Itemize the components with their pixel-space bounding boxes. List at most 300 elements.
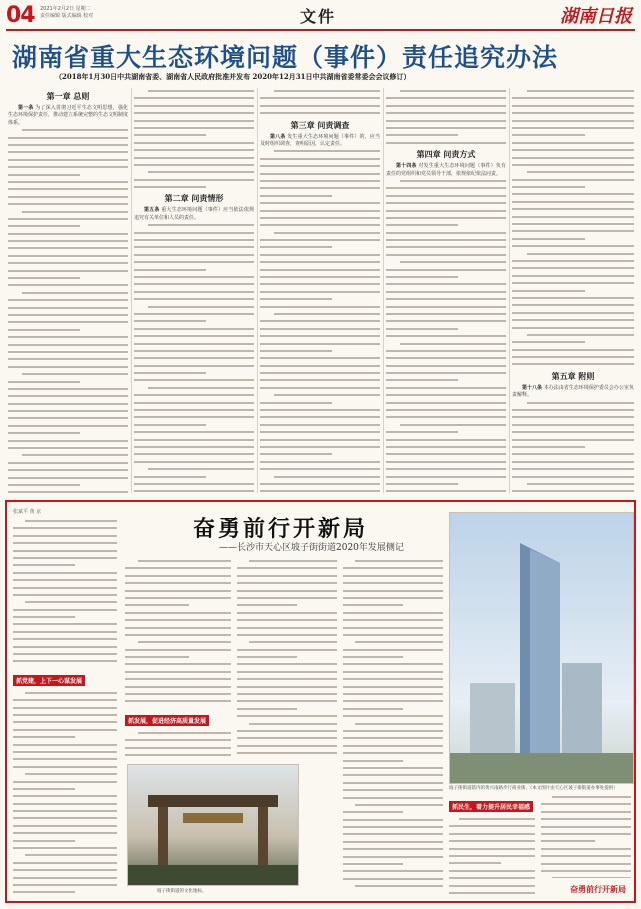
text-line [386, 387, 506, 389]
text-line [386, 254, 506, 256]
text-line [343, 590, 443, 592]
text-lines [449, 818, 535, 894]
text-line [8, 484, 80, 486]
text-line [343, 671, 443, 673]
text-line [260, 483, 380, 485]
text-line [237, 671, 337, 673]
text-line [260, 453, 332, 455]
text-line [260, 468, 380, 470]
skyscraper-photo [449, 512, 634, 784]
text-line [13, 550, 117, 552]
text-line [400, 343, 506, 345]
text-line [512, 216, 634, 218]
text-line [260, 112, 380, 114]
text-line [512, 164, 634, 166]
text-line [527, 253, 634, 255]
text-line [237, 656, 297, 658]
text-line [512, 267, 634, 269]
text-line [13, 862, 117, 864]
text-line [237, 627, 337, 629]
text-line [134, 134, 206, 136]
text-line [125, 590, 231, 592]
text-line [343, 663, 443, 665]
text-line [8, 151, 128, 153]
text-line [13, 616, 75, 618]
text-line [237, 693, 337, 695]
text-line [237, 708, 297, 710]
text-line [386, 379, 458, 381]
text-line [125, 649, 231, 651]
text-line [512, 363, 634, 365]
text-line [512, 245, 634, 247]
text-line [8, 432, 80, 434]
text-line [260, 105, 380, 107]
text-line [13, 810, 117, 812]
text-line [386, 105, 506, 107]
text-line [13, 803, 117, 805]
text-line [449, 848, 535, 850]
text-line [8, 196, 128, 198]
text-lines [13, 692, 117, 898]
text-line [386, 127, 506, 129]
text-line [8, 137, 128, 139]
text-line [386, 210, 506, 212]
text-line [355, 885, 443, 887]
text-line [8, 233, 128, 235]
text-line [260, 306, 380, 308]
text-line [260, 372, 380, 374]
section-tag: 抓党建，上下一心谋发展 [13, 675, 85, 686]
text-line [8, 277, 80, 279]
text-line [260, 210, 380, 212]
text-line [125, 700, 231, 702]
text-line [237, 634, 337, 636]
text-line [8, 174, 80, 176]
text-line [386, 490, 506, 492]
text-line [134, 476, 206, 478]
text-line [343, 797, 443, 799]
feature-column-5 [449, 794, 535, 894]
text-line [343, 774, 443, 776]
text-lines [343, 560, 443, 888]
text-line [8, 440, 128, 442]
text-line [8, 181, 128, 183]
text-line [8, 403, 128, 405]
text-line [386, 283, 506, 285]
text-line [512, 409, 634, 411]
text-line [274, 90, 380, 92]
text-line [343, 841, 443, 843]
feature-story [5, 500, 636, 903]
text-line [8, 329, 80, 331]
text-line [8, 366, 128, 368]
text-line [386, 446, 506, 448]
text-line [125, 597, 231, 599]
text-line [249, 723, 337, 725]
text-line [386, 313, 506, 315]
text-line [260, 446, 380, 448]
text-line [260, 298, 332, 300]
chapter-title: 第三章 问责调查 [290, 120, 350, 130]
skyscraper-illustration [450, 513, 633, 783]
text-line [8, 425, 128, 427]
text-lines [386, 90, 506, 144]
text-line [386, 394, 506, 396]
text-line [8, 203, 128, 205]
article-column-5 [512, 88, 634, 493]
text-line [343, 833, 443, 835]
text-line [512, 105, 634, 107]
text-line [8, 188, 128, 190]
article-paragraph: 第十八条 本办法由省生态环境保护委员会办公室负责解释。 [512, 384, 634, 399]
text-line [386, 202, 506, 204]
text-line [386, 269, 506, 271]
text-lines [13, 520, 117, 662]
text-line [260, 387, 380, 389]
text-line [134, 372, 206, 374]
text-line [260, 254, 380, 256]
text-line [512, 238, 585, 240]
text-line [125, 627, 231, 629]
text-line [13, 788, 75, 790]
text-line [552, 796, 631, 798]
text-line [134, 157, 254, 159]
text-line [386, 217, 506, 219]
text-line [22, 373, 128, 375]
text-line [386, 476, 506, 478]
text-line [541, 811, 631, 813]
text-line [386, 112, 506, 114]
page-number: 04 [6, 3, 35, 28]
text-line [512, 193, 634, 195]
text-line [22, 454, 128, 456]
text-line [125, 754, 231, 756]
text-line [386, 468, 506, 470]
text-line [8, 240, 128, 242]
text-line [8, 159, 128, 161]
text-line [13, 781, 117, 783]
article-column-4 [386, 88, 506, 493]
text-line [449, 833, 535, 835]
text-line [449, 885, 535, 887]
text-line [237, 604, 297, 606]
text-line [386, 134, 458, 136]
text-line [512, 356, 634, 358]
text-line [8, 410, 128, 412]
article-paragraph: 第十四条 对发生重大生态环境问题（事件）负有责任的党组织和党员领导干部，依规依纪依法问责。 [386, 163, 506, 177]
text-line [13, 721, 117, 723]
text-line [125, 656, 189, 658]
feature-stamp: 奋勇前行开新局 [570, 885, 626, 894]
text-line [260, 328, 380, 330]
text-line [386, 453, 506, 455]
text-line [512, 201, 634, 203]
text-line [134, 254, 254, 256]
article-column-1 [8, 88, 128, 493]
text-line [13, 751, 117, 753]
text-line [148, 387, 254, 389]
text-line [260, 431, 380, 433]
text-line [260, 246, 332, 248]
text-line [13, 847, 117, 849]
text-line [237, 590, 337, 592]
text-line [13, 527, 117, 529]
text-lines [512, 402, 634, 493]
text-line [148, 90, 254, 92]
text-line [512, 297, 634, 299]
text-line [400, 90, 506, 92]
text-line [134, 365, 254, 367]
text-line [386, 187, 506, 189]
text-line [8, 381, 80, 383]
text-line [134, 490, 254, 492]
text-line [541, 818, 631, 820]
text-lines [237, 560, 337, 758]
section-tag: 抓发展，促进经济高质量发展 [125, 715, 209, 726]
text-line [400, 424, 506, 426]
text-line [13, 579, 117, 581]
text-line [260, 217, 380, 219]
feature-subhead: ——长沙市天心区坡子街街道2020年发展侧记 [219, 543, 404, 553]
text-line [25, 692, 117, 694]
text-line [13, 594, 117, 596]
text-line [148, 306, 254, 308]
chapter-title: 第五章 附则 [551, 371, 595, 381]
main-headline: 湖南省重大生态环境问题（事件）责任追究办法 [12, 43, 559, 72]
text-line [512, 416, 634, 418]
text-line [134, 149, 254, 151]
text-line [386, 224, 458, 226]
text-line [8, 351, 128, 353]
text-line [125, 678, 231, 680]
text-line [386, 402, 506, 404]
text-line [512, 453, 634, 455]
text-line [512, 290, 585, 292]
text-lines [8, 129, 128, 493]
text-line [13, 869, 117, 871]
text-line [512, 282, 634, 284]
text-line [125, 663, 231, 665]
text-line [260, 97, 380, 99]
text-line [25, 520, 117, 522]
text-lines [134, 224, 254, 493]
text-line [260, 180, 380, 182]
text-lines [134, 90, 254, 188]
text-line [25, 854, 117, 856]
text-line [512, 431, 634, 433]
text-line [125, 686, 231, 688]
text-lines [512, 90, 634, 365]
text-line [134, 112, 254, 114]
text-line [343, 656, 403, 658]
text-line [13, 840, 75, 842]
text-line [512, 120, 634, 122]
text-line [512, 208, 634, 210]
text-line [237, 567, 337, 569]
text-line [274, 313, 380, 315]
text-line [134, 291, 254, 293]
text-line [386, 291, 506, 293]
text-line [249, 641, 337, 643]
newspaper-masthead: 湖南日报 [560, 6, 632, 27]
text-line [343, 715, 443, 717]
text-line [343, 693, 443, 695]
text-line [343, 826, 443, 828]
text-line [134, 328, 254, 330]
text-line [8, 270, 128, 272]
text-line [13, 714, 117, 716]
text-line [343, 730, 443, 732]
text-line [512, 97, 634, 99]
text-line [343, 678, 443, 680]
text-line [13, 653, 117, 655]
text-line [134, 239, 254, 241]
feature-column-4 [343, 558, 443, 888]
text-line [512, 142, 634, 144]
text-line [134, 402, 254, 404]
text-line [343, 878, 443, 880]
text-line [512, 223, 634, 225]
chapter-title: 第四章 问责方式 [416, 150, 476, 160]
text-line [260, 239, 380, 241]
text-line [343, 819, 443, 821]
text-line [355, 560, 443, 562]
text-line [343, 582, 443, 584]
text-line [134, 120, 254, 122]
text-line [386, 372, 506, 374]
text-line [343, 782, 443, 784]
text-line [260, 439, 380, 441]
text-line [386, 97, 506, 99]
text-line [8, 417, 128, 419]
text-line [134, 424, 206, 426]
text-line [237, 582, 337, 584]
text-line [13, 891, 75, 893]
text-line [125, 671, 231, 673]
text-line [512, 275, 634, 277]
text-line [237, 700, 337, 702]
text-line [355, 804, 443, 806]
text-line [512, 476, 634, 478]
text-line [541, 855, 631, 857]
text-line [125, 567, 231, 569]
text-line [552, 877, 631, 878]
text-line [13, 758, 117, 760]
text-line [512, 461, 634, 463]
text-line [13, 744, 117, 746]
text-line [134, 453, 254, 455]
text-line [237, 612, 337, 614]
feature-column-3 [237, 558, 337, 758]
text-line [512, 186, 585, 188]
text-line [13, 699, 117, 701]
text-line [386, 306, 506, 308]
text-line [343, 686, 443, 688]
text-line [125, 619, 231, 621]
text-line [343, 612, 443, 614]
text-line [512, 260, 634, 262]
text-lines [125, 560, 231, 702]
text-line [134, 357, 254, 359]
text-line [13, 564, 75, 566]
text-line [8, 218, 128, 220]
article-paragraph: 第五条 重大生态环境问题（事件）应当依法依规追究有关单位和人员的责任。 [134, 207, 254, 221]
text-line [260, 173, 380, 175]
text-line [125, 634, 231, 636]
gate-photo [127, 764, 299, 886]
text-line [260, 424, 380, 426]
text-line [343, 619, 443, 621]
feature-column-2 [125, 558, 231, 758]
text-line [386, 246, 506, 248]
text-line [400, 180, 506, 182]
text-line [8, 358, 128, 360]
text-line [512, 490, 634, 492]
text-line [449, 870, 535, 872]
text-line [274, 150, 380, 152]
text-line [449, 825, 535, 827]
text-line [237, 619, 337, 621]
text-line [13, 542, 117, 544]
text-line [8, 247, 128, 249]
text-line [512, 468, 634, 470]
text-line [343, 811, 403, 813]
text-line [138, 641, 231, 643]
text-line [134, 105, 254, 107]
text-line [386, 232, 506, 234]
text-line [400, 261, 506, 263]
text-line [13, 623, 117, 625]
text-line [8, 447, 128, 449]
text-line [8, 344, 128, 346]
text-line [343, 567, 443, 569]
text-line [125, 747, 231, 749]
text-line [125, 612, 231, 614]
text-line [260, 291, 380, 293]
text-line [512, 157, 634, 159]
text-line [13, 832, 117, 834]
text-line [386, 195, 506, 197]
text-line [13, 825, 117, 827]
text-line [260, 461, 380, 463]
text-line [22, 129, 128, 131]
text-line [148, 171, 254, 173]
text-line [134, 127, 254, 129]
text-line [134, 179, 254, 181]
text-line [386, 320, 506, 322]
text-line [512, 341, 585, 343]
text-line [249, 560, 337, 562]
text-line [13, 646, 117, 648]
article-paragraph: 第一条 为了深入贯彻习近平生态文明思想，强化生态环境保护责任，推动建立系统完整的生态文明制度体系。 [8, 105, 128, 126]
text-lines [260, 150, 380, 493]
text-line [343, 627, 443, 629]
text-line [527, 90, 634, 92]
text-line [134, 350, 254, 352]
text-line [449, 840, 535, 842]
text-line [134, 164, 254, 166]
text-line [237, 575, 337, 577]
text-line [8, 336, 128, 338]
text-line [260, 409, 380, 411]
text-line [134, 335, 254, 337]
text-line [134, 394, 254, 396]
text-line [541, 863, 631, 865]
text-line [25, 601, 117, 603]
text-line [13, 884, 117, 886]
text-line [386, 483, 458, 485]
text-line [237, 752, 337, 754]
